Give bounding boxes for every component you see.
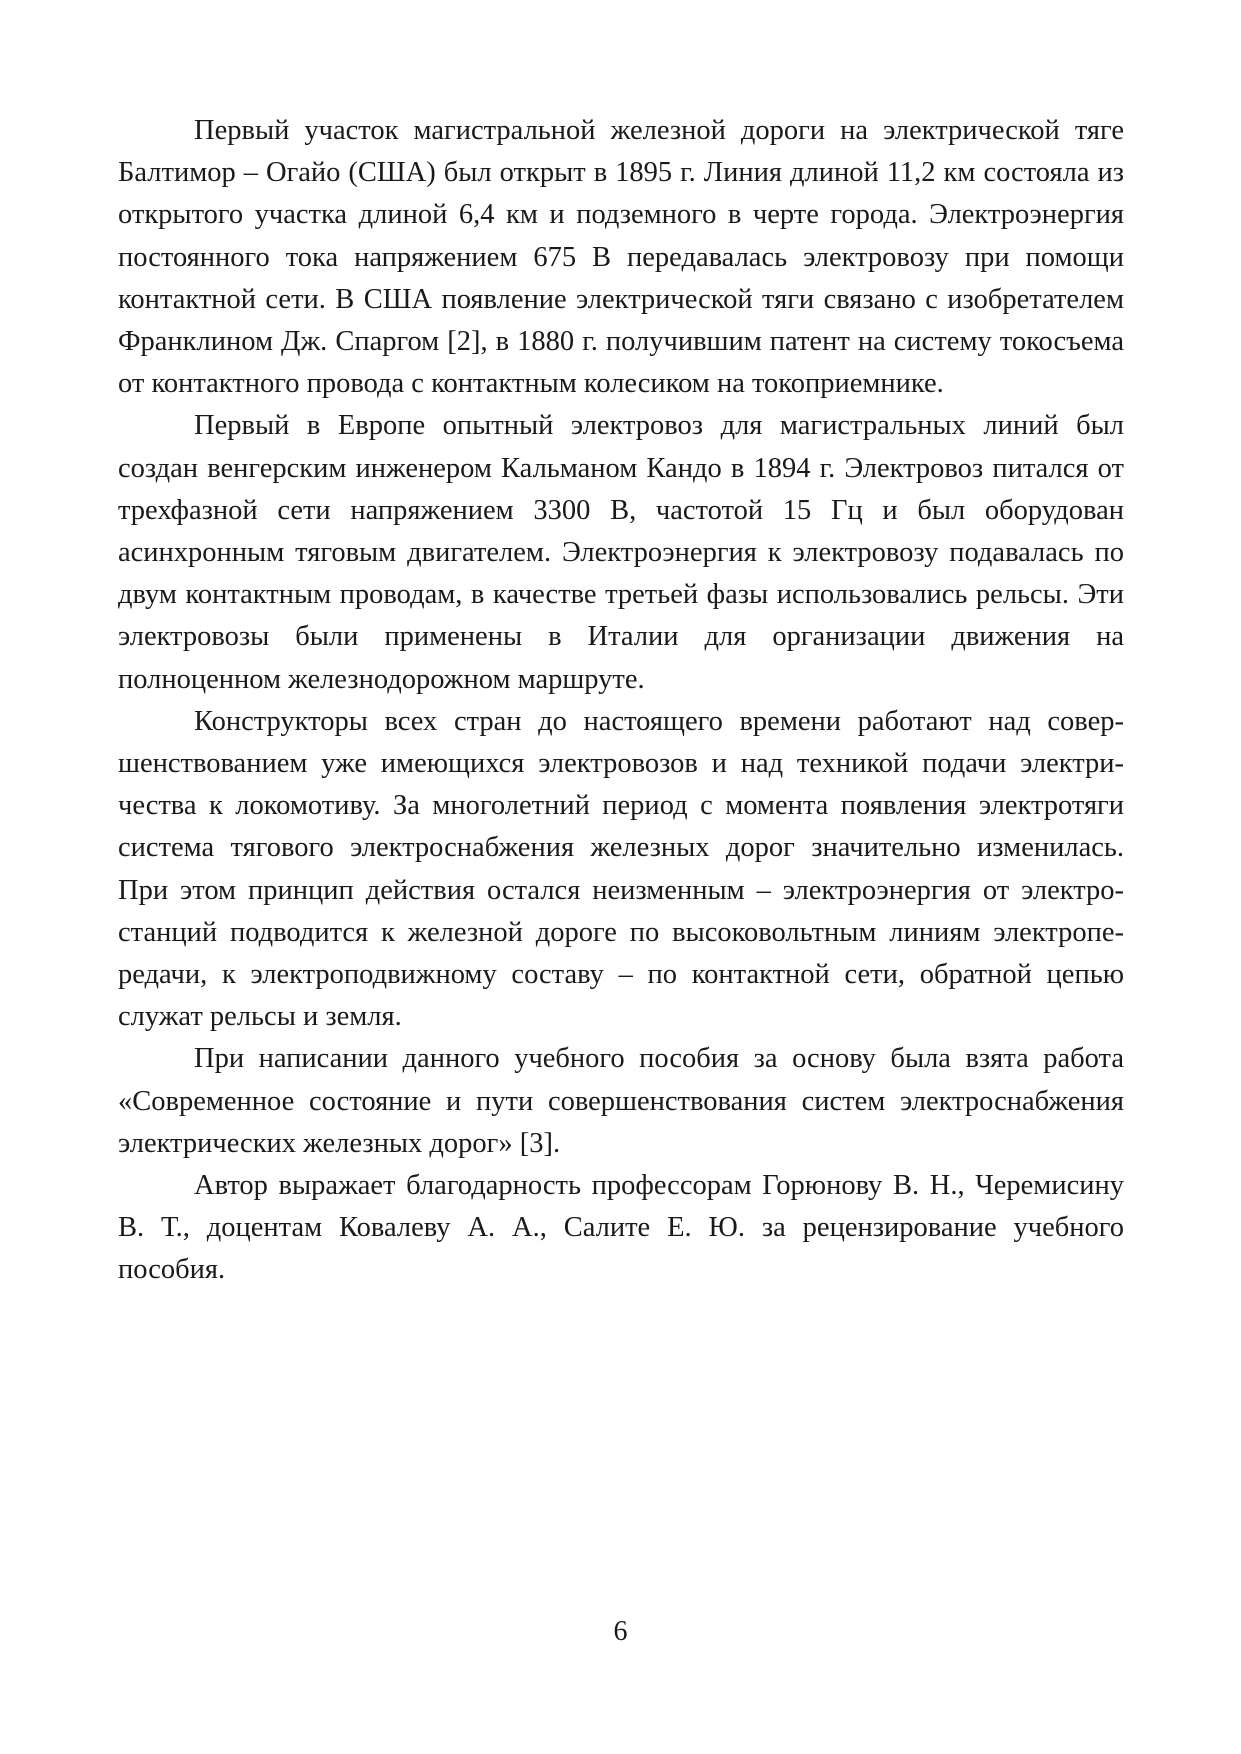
paragraph-5: Автор выражает благодарность профессорам Горюнову В. Н., Черемисину В. Т., доцентам Ковалеву А. А., Салите Е. Ю. за рецензирование учебного пособия. xyxy=(118,1170,1124,1286)
paragraph-3: Конструкторы всех стран до настоящего времени работают над совершенствованием уже имеющихся электровозов и над техникой подачи электричества к локомотиву. За многолетний период с момента появления электротяги система тягового электроснабжения железных дорог значительно изменилась. При этом принцип действия остался неизменным – электроэнергия от электростанций подводится к железной дороге по высоковольтным линиям электропередачи, к электроподвижному составу – по контактной сети, обратной цепью служат рельсы и земля. xyxy=(118,705,1124,1033)
body-text xyxy=(118,110,1124,1292)
paragraph-1: Первый участок магистральной железной дороги на электрической тяге Балтимор – Огайо (США) был открыт в 1895 г. Линия длиной 11,2 км состояла из открытого участка длиной 6,4 км и подземного в черте города. Электроэнергия постоянного тока напряжением 675 В передавалась электровозу при помощи контактной сети. В США появление электрической тяги связано с изобретателем Франклином Дж. Спаргом [2], в 1880 г. получившим патент на систему токосъема от контактного провода с контактным колесиком на токоприемнике. xyxy=(118,115,1124,400)
page-number: 6 xyxy=(613,1616,628,1647)
paragraph-2: Первый в Европе опытный электровоз для магистральных линий был создан венгерским инженером Кальманом Кандо в 1894 г. Электровоз питался от трехфазной сети напряжением 3300 В, частотой 15 Гц и был оборудован асинхронным тяговым двигателем. Электроэнергия к электровозу подавалась по двум контактным проводам, в качестве третьей фазы использовались рельсы. Эти электровозы были применены в Италии для организации движения на полноценном железнодорожном маршруте. xyxy=(118,410,1124,695)
paragraph-4: При написании данного учебного пособия за основу была взята работа «Современное состояние и пути совершенствования систем электроснабжения электрических железных дорог» [3]. xyxy=(118,1043,1124,1159)
